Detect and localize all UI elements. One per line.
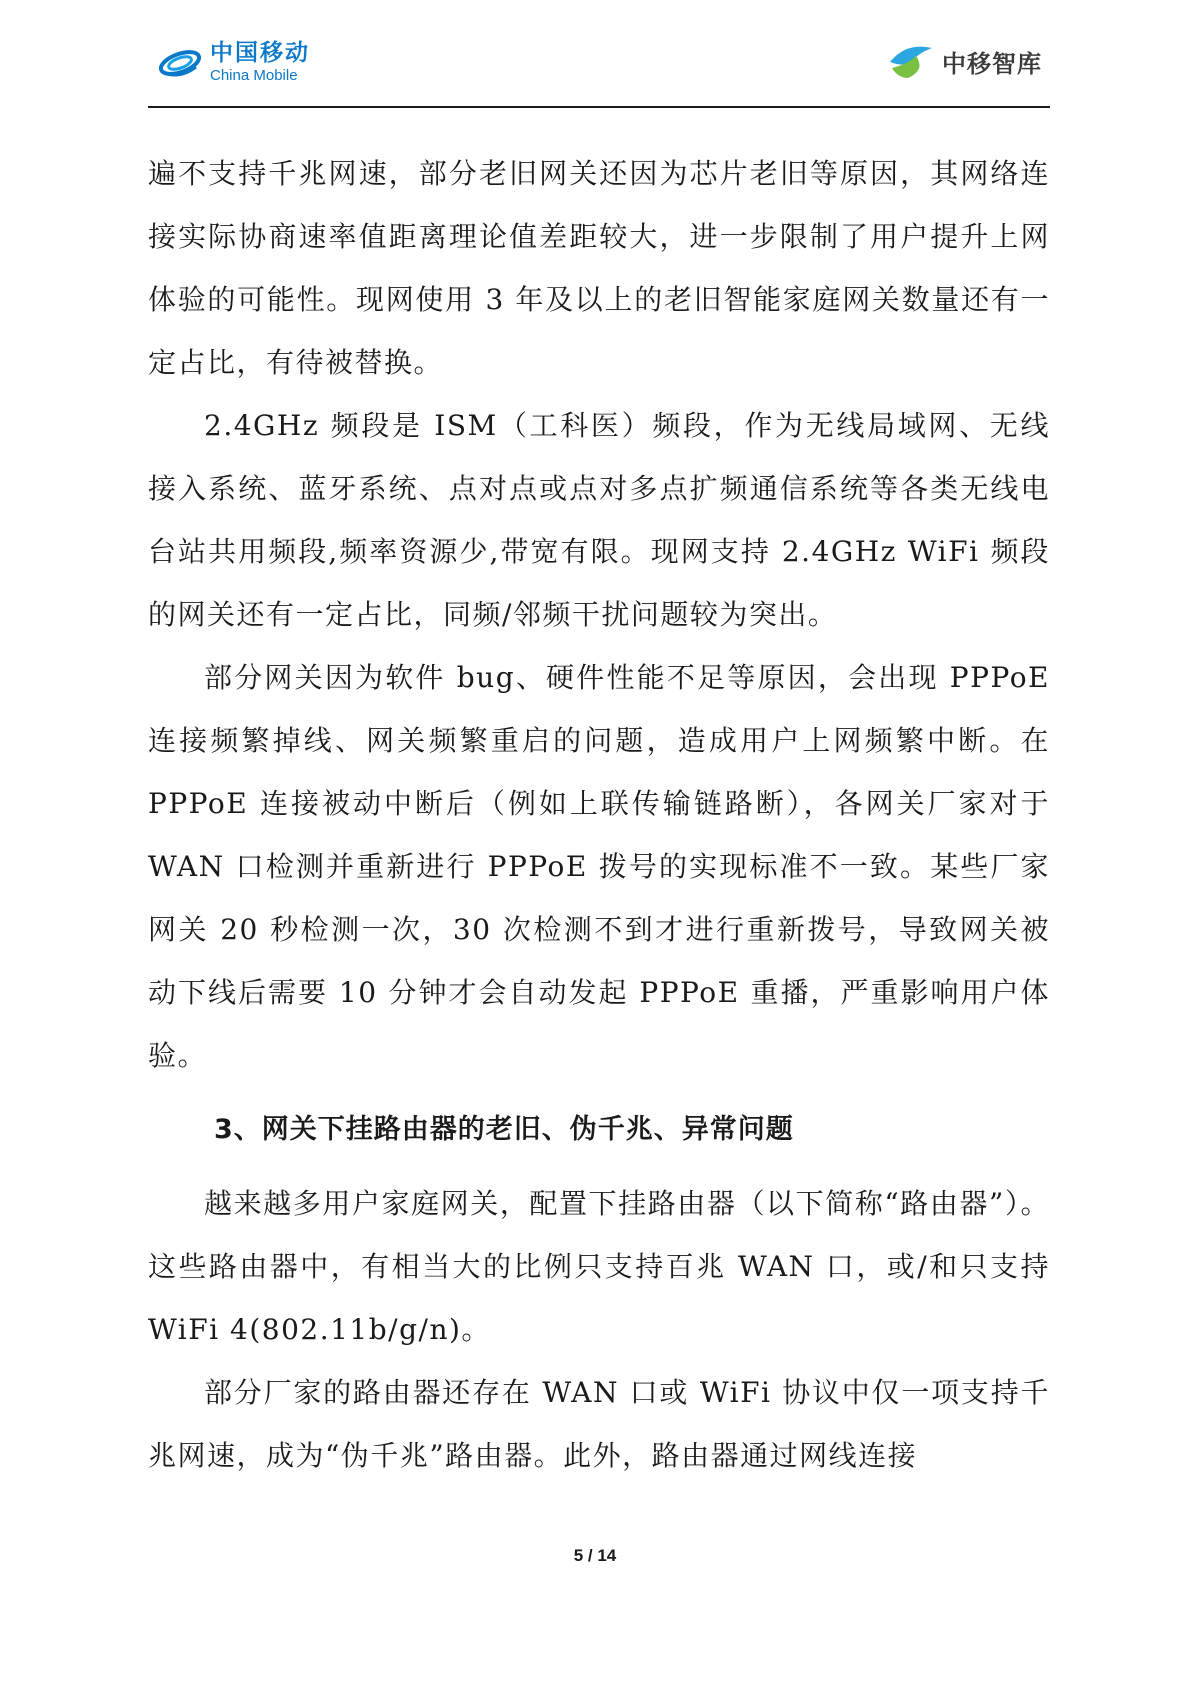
paragraph: 2.4GHz 频段是 ISM（工科医）频段，作为无线局域网、无线接入系统、蓝牙系统、点对点或点对多点扩频通信系统等各类无线电台站共用频段,频率资源少,带宽有限。现网支持 2.4GHz WiFi 频段的网关还有一定占比，同频/邻频干扰问题较为突出。 <box>148 409 1050 631</box>
china-mobile-logo-zh: 中国移动 <box>210 40 310 66</box>
page-header <box>0 0 1190 110</box>
zhongyi-zhiku-logo <box>886 40 1042 82</box>
page-number: 5 / 14 <box>573 1546 617 1565</box>
zhongyi-zhiku-logo-text: 中移智库 <box>942 49 1042 78</box>
paragraph: 部分厂家的路由器还存在 WAN 口或 WiFi 协议中仅一项支持千兆网速，成为“伪千兆”路由器。此外，路由器通过网线连接 <box>148 1376 1050 1472</box>
paragraph: 越来越多用户家庭网关，配置下挂路由器（以下简称“路由器”）。这些路由器中，有相当大的比例只支持百兆 WAN 口，或/和只支持 WiFi 4(802.11b/g/n)。 <box>148 1187 1050 1346</box>
section-heading: 3、网关下挂路由器的老旧、伪千兆、异常问题 <box>214 1114 794 1145</box>
paragraph: 遍不支持千兆网速，部分老旧网关还因为芯片老旧等原因，其网络连接实际协商速率值距离理论值差距较大，进一步限制了用户提升上网体验的可能性。现网使用 3 年及以上的老旧智能家庭网关数量还有一定占比，有待被替换。 <box>148 157 1050 379</box>
zhongyi-zhiku-leaf-icon <box>886 40 936 82</box>
china-mobile-logo <box>158 42 310 83</box>
china-mobile-logo-en: China Mobile <box>210 67 298 84</box>
paragraph: 部分网关因为软件 bug、硬件性能不足等原因，会出现 PPPoE 连接频繁掉线、网关频繁重启的问题，造成用户上网频繁中断。在 PPPoE 连接被动中断后（例如上联传输链路断），各网关厂家对于 WAN 口检测并重新进行 PPPoE 拨号的实现标准不一致。某些厂家网关 20 秒检测一次，30 次检测不到才进行重新拨号，导致网关被动下线后需要 10 分钟才会自动发起 PPPoE 重播，严重影响用户体验。 <box>148 661 1050 1072</box>
china-mobile-swirl-icon <box>158 43 202 83</box>
header-divider <box>148 106 1050 108</box>
document-body <box>148 142 1050 1487</box>
